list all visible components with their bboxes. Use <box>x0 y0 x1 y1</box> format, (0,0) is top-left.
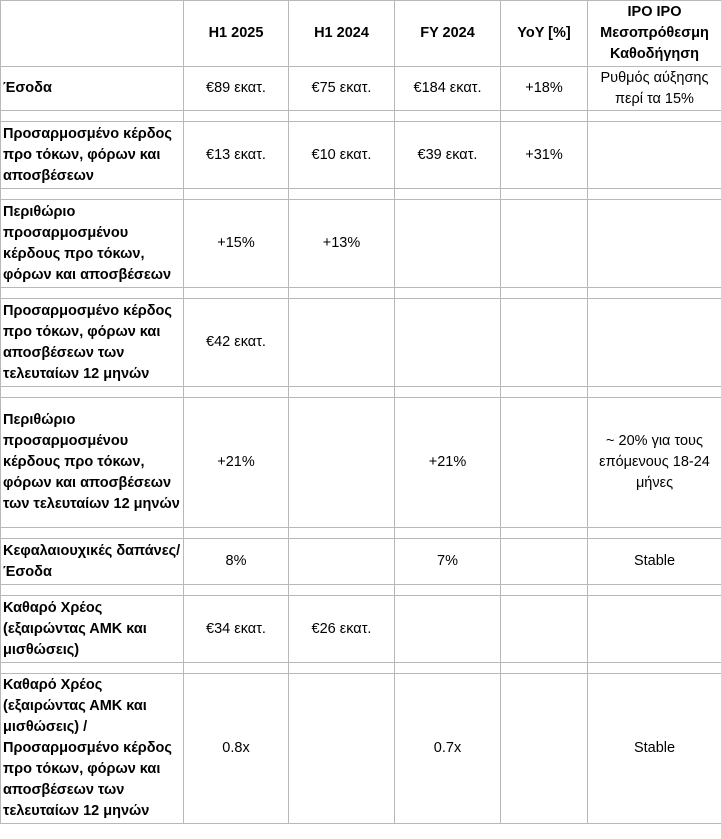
table-cell: +13% <box>289 200 395 288</box>
row-label: Προσαρμοσμένο κέρδος προ τόκων, φόρων και αποσβέσεων των τελευταίων 12 μηνών <box>1 299 184 387</box>
table-cell: 0.7x <box>395 674 501 824</box>
table-cell: 0.8x <box>184 674 289 824</box>
header-cell <box>1 1 184 67</box>
table-cell: +21% <box>395 398 501 528</box>
spacer-row <box>1 111 721 122</box>
table-cell <box>395 299 501 387</box>
table-cell <box>588 200 721 288</box>
table-row <box>1 122 721 189</box>
table-cell: €89 εκατ. <box>184 67 289 111</box>
table-cell <box>501 200 588 288</box>
table-cell <box>588 299 721 387</box>
table-cell <box>501 299 588 387</box>
header-cell: FY 2024 <box>395 1 501 67</box>
table-row <box>1 596 721 663</box>
spacer-row <box>1 528 721 539</box>
table-cell: 7% <box>395 539 501 585</box>
row-label: Έσοδα <box>1 67 184 111</box>
table-row <box>1 398 721 528</box>
table-cell: 8% <box>184 539 289 585</box>
table-cell: +18% <box>501 67 588 111</box>
table-cell <box>395 596 501 663</box>
row-label: Κεφαλαιουχικές δαπάνες/Έσοδα <box>1 539 184 585</box>
spacer-row <box>1 288 721 299</box>
row-label: Περιθώριο προσαρμοσμένου κέρδους προ τόκων, φόρων και αποσβέσεων <box>1 200 184 288</box>
table-cell <box>289 674 395 824</box>
table-cell: €184 εκατ. <box>395 67 501 111</box>
header-cell: IPO IPO Μεσοπρόθεσμη Καθοδήγηση <box>588 1 721 67</box>
table-cell <box>501 398 588 528</box>
spacer-row <box>1 387 721 398</box>
table-cell: Ρυθμός αύξησης περί τα 15% <box>588 67 721 111</box>
table-cell <box>289 398 395 528</box>
table-row <box>1 674 721 824</box>
table-row <box>1 200 721 288</box>
table-row <box>1 539 721 585</box>
table-cell <box>289 539 395 585</box>
row-label: Περιθώριο προσαρμοσμένου κέρδους προ τόκων, φόρων και αποσβέσεων των τελευταίων 12 μηνών <box>1 398 184 528</box>
table-cell: €34 εκατ. <box>184 596 289 663</box>
header-row <box>1 1 721 67</box>
table-cell <box>501 596 588 663</box>
table-row <box>1 67 721 111</box>
header-cell: H1 2025 <box>184 1 289 67</box>
header-cell: H1 2024 <box>289 1 395 67</box>
table-cell <box>588 122 721 189</box>
table-cell <box>501 674 588 824</box>
table-cell: +31% <box>501 122 588 189</box>
row-label: Καθαρό Χρέος (εξαιρώντας ΑΜΚ και μισθώσεις) <box>1 596 184 663</box>
table-cell: €26 εκατ. <box>289 596 395 663</box>
spacer-row <box>1 585 721 596</box>
table-cell <box>395 200 501 288</box>
table-cell: €75 εκατ. <box>289 67 395 111</box>
table-cell: €13 εκατ. <box>184 122 289 189</box>
table-cell: €42 εκατ. <box>184 299 289 387</box>
table-cell <box>588 596 721 663</box>
spacer-row <box>1 663 721 674</box>
table-cell: +15% <box>184 200 289 288</box>
table-cell: €39 εκατ. <box>395 122 501 189</box>
table-row <box>1 299 721 387</box>
table-cell: +21% <box>184 398 289 528</box>
table-cell: Stable <box>588 674 721 824</box>
table-cell: ~ 20% για τους επόμενους 18-24 μήνες <box>588 398 721 528</box>
row-label: Καθαρό Χρέος (εξαιρώντας ΑΜΚ και μισθώσεις) / Προσαρμοσμένο κέρδος προ τόκων, φόρων και αποσβέσεων των τελευταίων 12 μηνών <box>1 674 184 824</box>
table-cell <box>501 539 588 585</box>
spacer-row <box>1 189 721 200</box>
table-cell <box>289 299 395 387</box>
row-label: Προσαρμοσμένο κέρδος προ τόκων, φόρων και αποσβέσεων <box>1 122 184 189</box>
table-cell: Stable <box>588 539 721 585</box>
header-cell: YoY [%] <box>501 1 588 67</box>
table-cell: €10 εκατ. <box>289 122 395 189</box>
